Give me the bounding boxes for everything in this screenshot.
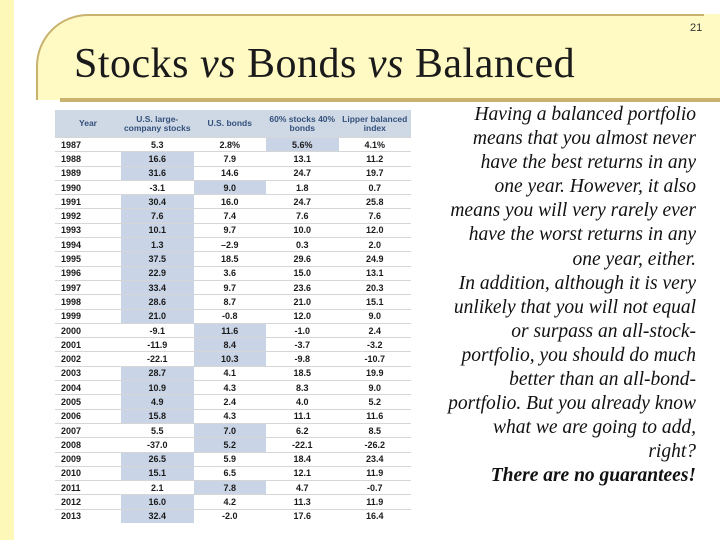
return-cell: -9.8 [266,352,339,366]
return-cell: -22.1 [266,438,339,452]
return-cell: 7.8 [194,481,267,495]
year-cell: 1997 [55,280,121,294]
return-cell: 10.3 [194,352,267,366]
table-row [55,309,411,323]
year-cell: 1989 [55,166,121,180]
body-text [448,103,696,489]
return-cell: 1.8 [266,180,339,194]
return-cell: 11.1 [266,409,339,423]
table-row [55,138,411,152]
header-stocks: U.S. large-company stocks [121,110,194,138]
return-cell: 8.7 [194,295,267,309]
return-cell: 4.0 [266,395,339,409]
return-cell: -22.1 [121,352,194,366]
return-cell: 16.0 [121,495,194,509]
return-cell: 12.0 [339,223,412,237]
year-cell: 2004 [55,381,121,395]
return-cell: 2.4 [339,323,412,337]
return-cell: 5.5 [121,423,194,437]
table-row [55,166,411,180]
return-cell: 5.2 [194,438,267,452]
table-row [55,323,411,337]
return-cell: –2.9 [194,238,267,252]
return-cell: 4.1% [339,138,412,152]
table-row [55,481,411,495]
return-cell: 3.6 [194,266,267,280]
return-cell: 8.4 [194,338,267,352]
return-cell: 6.5 [194,466,267,480]
return-cell: 14.6 [194,166,267,180]
return-cell: 2.0 [339,238,412,252]
year-cell: 2011 [55,481,121,495]
year-cell: 2006 [55,409,121,423]
return-cell: 7.0 [194,423,267,437]
return-cell: 28.7 [121,366,194,380]
return-cell: 24.7 [266,195,339,209]
table-row [55,409,411,423]
year-cell: 2005 [55,395,121,409]
return-cell: 33.4 [121,280,194,294]
title-part: Balanced [403,41,576,87]
return-cell: 23.6 [266,280,339,294]
return-cell: 5.2 [339,395,412,409]
return-cell: -0.8 [194,309,267,323]
return-cell: 5.3 [121,138,194,152]
year-cell: 2002 [55,352,121,366]
return-cell: 12.0 [266,309,339,323]
return-cell: 10.0 [266,223,339,237]
year-cell: 1987 [55,138,121,152]
year-cell: 2008 [55,438,121,452]
return-cell: 9.7 [194,280,267,294]
year-cell: 1999 [55,309,121,323]
header-60-40: 60% stocks 40% bonds [266,110,339,138]
body-paragraph: In addition, although it is very unlikely that you will not equal or surpass an all-stock-portfolio, you should do much better than an all-bond-portfolio. But you already know what we are going to add, right? [448,272,696,463]
return-cell: 15.0 [266,266,339,280]
table-row [55,495,411,509]
return-cell: 10.1 [121,223,194,237]
return-cell: 32.4 [121,509,194,523]
return-cell: -37.0 [121,438,194,452]
table-row [55,266,411,280]
table-row [55,180,411,194]
table-row [55,452,411,466]
title-part: vs [367,41,404,87]
return-cell: 20.3 [339,280,412,294]
return-cell: 7.6 [121,209,194,223]
table-header-row [55,110,411,138]
year-cell: 1990 [55,180,121,194]
return-cell: 9.0 [194,180,267,194]
table-row [55,352,411,366]
return-cell: 12.1 [266,466,339,480]
table-body [55,138,411,524]
title-banner-extension [704,14,720,100]
year-cell: 1991 [55,195,121,209]
return-cell: 4.3 [194,409,267,423]
return-cell: 0.3 [266,238,339,252]
table-row [55,338,411,352]
table-row [55,209,411,223]
return-cell: 16.0 [194,195,267,209]
title-banner-underline [60,98,720,102]
return-cell: 4.3 [194,381,267,395]
left-accent-bar [0,0,14,540]
table-row [55,280,411,294]
header-year: Year [55,110,121,138]
year-cell: 2013 [55,509,121,523]
year-cell: 1998 [55,295,121,309]
return-cell: 16.4 [339,509,412,523]
return-cell: 31.6 [121,166,194,180]
table-row [55,295,411,309]
return-cell: 25.8 [339,195,412,209]
table-row [55,366,411,380]
year-cell: 1994 [55,238,121,252]
return-cell: 19.7 [339,166,412,180]
title-part: Bonds [236,41,368,87]
return-cell: 4.9 [121,395,194,409]
return-cell: 24.7 [266,166,339,180]
year-cell: 2000 [55,323,121,337]
table-row [55,238,411,252]
return-cell: 18.5 [194,252,267,266]
return-cell: 13.1 [266,152,339,166]
table-row [55,223,411,237]
year-cell: 2003 [55,366,121,380]
return-cell: 23.4 [339,452,412,466]
return-cell: 9.0 [339,309,412,323]
year-cell: 2012 [55,495,121,509]
year-cell: 2007 [55,423,121,437]
table-row [55,152,411,166]
return-cell: 8.5 [339,423,412,437]
return-cell: 4.7 [266,481,339,495]
return-cell: 5.9 [194,452,267,466]
return-cell: 11.9 [339,466,412,480]
return-cell: 2.8% [194,138,267,152]
title-part: vs [200,41,237,87]
return-cell: 24.9 [339,252,412,266]
return-cell: 15.1 [339,295,412,309]
return-cell: 0.7 [339,180,412,194]
body-paragraph: Having a balanced portfolio means that you almost never have the best returns in any one year. However, it also means you will very rarely ever have the worst returns in any one year, either. [450,104,696,270]
header-lipper: Lipper balanced index [339,110,412,138]
year-cell: 1995 [55,252,121,266]
return-cell: -3.7 [266,338,339,352]
table-row [55,195,411,209]
slide-number: 21 [690,22,703,34]
slide-title [74,40,575,88]
return-cell: 30.4 [121,195,194,209]
return-cell: 7.6 [266,209,339,223]
title-part: Stocks [74,41,201,87]
table-row [55,395,411,409]
return-cell: 7.6 [339,209,412,223]
return-cell: 11.6 [339,409,412,423]
header-bonds: U.S. bonds [194,110,267,138]
closing-statement: There are no guarantees! [490,465,696,487]
return-cell: 11.3 [266,495,339,509]
return-cell: 18.5 [266,366,339,380]
return-cell: 1.3 [121,238,194,252]
return-cell: 21.0 [121,309,194,323]
year-cell: 2001 [55,338,121,352]
return-cell: 11.2 [339,152,412,166]
return-cell: 7.9 [194,152,267,166]
return-cell: -1.0 [266,323,339,337]
return-cell: 8.3 [266,381,339,395]
table-row [55,381,411,395]
return-cell: 37.5 [121,252,194,266]
return-cell: 10.9 [121,381,194,395]
return-cell: 19.9 [339,366,412,380]
annual-returns-table [55,110,411,523]
year-cell: 2009 [55,452,121,466]
return-cell: -3.2 [339,338,412,352]
return-cell: 15.8 [121,409,194,423]
return-cell: -9.1 [121,323,194,337]
return-cell: 18.4 [266,452,339,466]
return-cell: 4.1 [194,366,267,380]
return-cell: -0.7 [339,481,412,495]
return-cell: -10.7 [339,352,412,366]
return-cell: 22.9 [121,266,194,280]
return-cell: 29.6 [266,252,339,266]
return-cell: -11.9 [121,338,194,352]
return-cell: 9.7 [194,223,267,237]
return-cell: -26.2 [339,438,412,452]
year-cell: 2010 [55,466,121,480]
year-cell: 1992 [55,209,121,223]
return-cell: 15.1 [121,466,194,480]
return-cell: 21.0 [266,295,339,309]
year-cell: 1996 [55,266,121,280]
return-cell: 9.0 [339,381,412,395]
return-cell: 7.4 [194,209,267,223]
return-cell: -2.0 [194,509,267,523]
table-row [55,423,411,437]
return-cell: 2.4 [194,395,267,409]
return-cell: 11.6 [194,323,267,337]
table-row [55,252,411,266]
return-cell: 4.2 [194,495,267,509]
year-cell: 1988 [55,152,121,166]
table-row [55,509,411,523]
return-cell: 11.9 [339,495,412,509]
return-cell: 2.1 [121,481,194,495]
return-cell: 26.5 [121,452,194,466]
return-cell: -3.1 [121,180,194,194]
return-cell: 16.6 [121,152,194,166]
return-cell: 28.6 [121,295,194,309]
table-row [55,466,411,480]
return-cell: 5.6% [266,138,339,152]
year-cell: 1993 [55,223,121,237]
return-cell: 6.2 [266,423,339,437]
return-cell: 13.1 [339,266,412,280]
table-row [55,438,411,452]
return-cell: 17.6 [266,509,339,523]
